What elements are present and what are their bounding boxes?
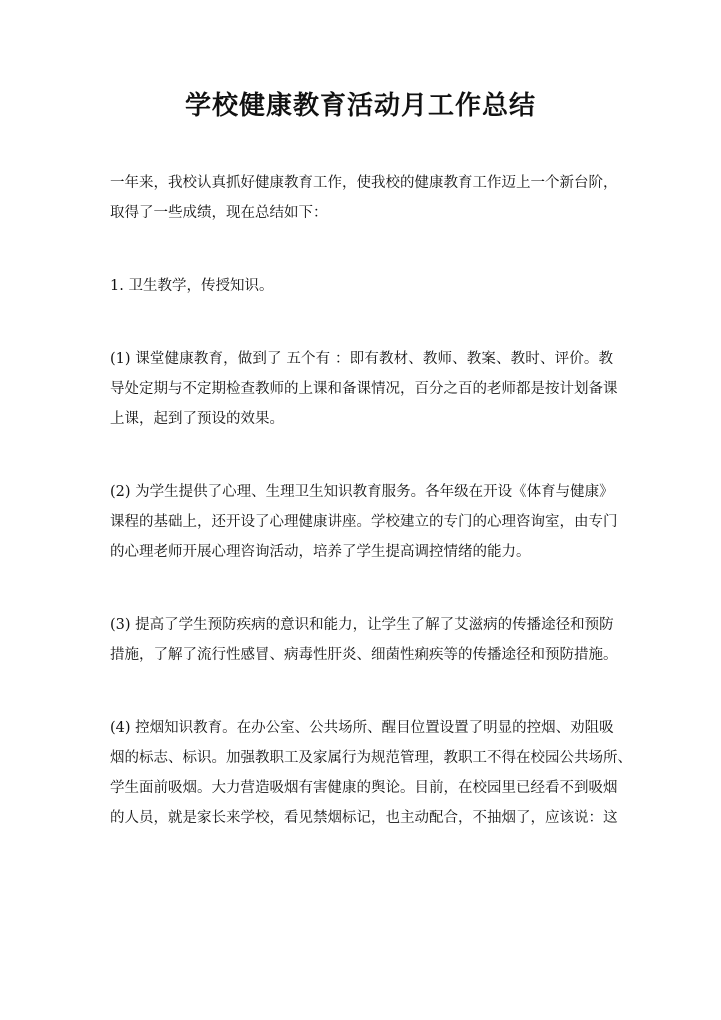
document-title: 学校健康教育活动月工作总结: [184, 91, 536, 121]
text-line: (1) 课堂健康教育，做到了 五个有 ：即有教材、教师、教案、教时、评价。教: [110, 351, 613, 367]
paragraph-item-3: [110, 610, 618, 670]
paragraph-item-4: [110, 713, 632, 833]
text-line: 学生面前吸烟。大力营造吸烟有害健康的舆论。目前，在校园里已经看不到吸烟: [110, 780, 618, 796]
text-line: (4) 控烟知识教育。在办公室、公共场所、醒目位置设置了明显的控烟、劝阻吸: [110, 720, 614, 736]
text-line: 一年来，我校认真抓好健康教育工作，使我校的健康教育工作迈上一个新台阶，: [110, 175, 618, 191]
paragraph-intro: [110, 168, 618, 228]
paragraph-heading-1: [110, 271, 613, 301]
text-line: 烟的标志、标识。加强教职工及家属行为规范管理，教职工不得在校园公共场所、: [110, 750, 632, 766]
section-heading: 1. 卫生教学，传授知识。: [110, 278, 274, 294]
text-line: 措施，了解了流行性感冒、病毒性肝炎、细菌性痢疾等的传播途径和预防措施。: [110, 647, 618, 663]
text-line: 的人员，就是家长来学校，看见禁烟标记，也主动配合，不抽烟了，应该说：这: [110, 810, 618, 826]
document-body: [110, 168, 632, 833]
text-line: (3) 提高了学生预防疾病的意识和能力，让学生了解了艾滋病的传播途径和预防: [110, 617, 614, 633]
text-line: (2) 为学生提供了心理、生理卫生知识教育服务。各年级在开设《体育与健康》: [110, 484, 614, 500]
text-line: 导处定期与不定期检查教师的上课和备课情况，百分之百的老师都是按计划备课: [110, 381, 618, 397]
paragraph-item-1: [110, 344, 618, 434]
paragraph-item-2: [110, 477, 618, 567]
text-line: 取得了一些成绩，现在总结如下：: [110, 205, 328, 221]
text-line: 上课，起到了预设的效果。: [110, 411, 284, 427]
text-line: 的心理老师开展心理咨询活动，培养了学生提高调控情绪的能力。: [110, 544, 531, 560]
text-line: 课程的基础上，还开设了心理健康讲座。学校建立的专门的心理咨询室，由专门: [110, 514, 618, 530]
